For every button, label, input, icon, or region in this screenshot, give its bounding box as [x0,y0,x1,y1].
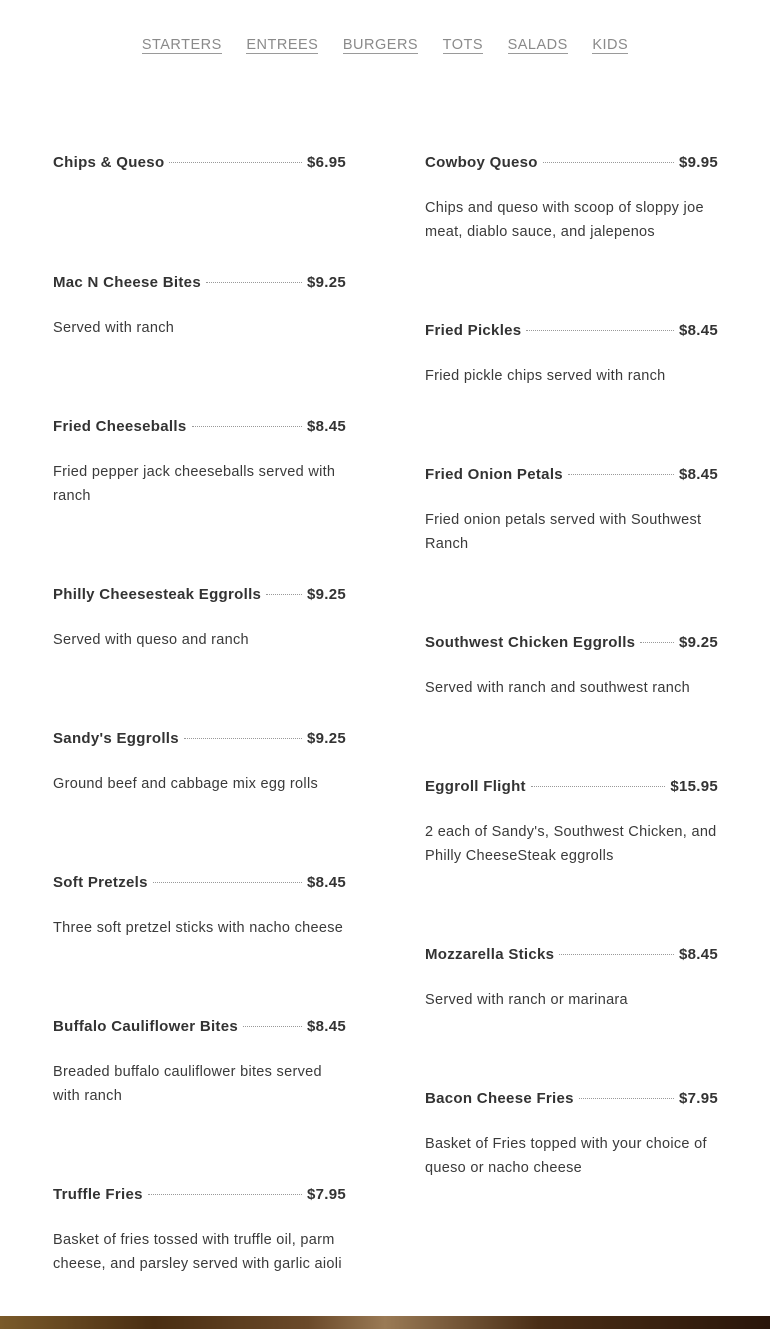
menu-item [425,322,718,388]
menu-item-price: $8.45 [678,322,718,339]
dotted-leader [266,594,302,595]
menu-item-price: $7.95 [306,1186,346,1203]
menu-item-description: Served with ranch and southwest ranch [425,680,690,696]
menu-item-price: $9.25 [306,730,346,747]
menu-item-description: Served with ranch or marinara [425,992,628,1008]
menu-item-name: Fried Pickles [425,322,522,339]
dotted-leader [531,786,665,787]
dotted-leader [243,1026,302,1027]
menu-item [53,874,346,940]
menu-item-name: Mozzarella Sticks [425,946,555,963]
menu-item-header [425,466,718,488]
menu-item-price: $8.45 [678,946,718,963]
menu-item-description: Served with queso and ranch [53,632,249,648]
nav-kids[interactable]: KIDS [592,37,629,53]
dotted-leader [568,474,674,475]
menu-item [425,1090,718,1180]
menu-item-header [53,1186,346,1208]
menu-item [53,274,346,340]
menu-item-description: Basket of Fries topped with your choice of queso or nacho cheese [425,1136,707,1176]
menu-item-header [425,634,718,656]
dotted-leader [206,282,302,283]
menu-item-header [53,154,346,176]
menu-item-header [53,1018,346,1040]
menu-item-name: Fried Cheeseballs [53,418,187,435]
dotted-leader [526,330,674,331]
menu-item-name: Eggroll Flight [425,778,526,795]
nav-salads[interactable]: SALADS [507,37,568,53]
dotted-leader [153,882,302,883]
dotted-leader [543,162,674,163]
menu-item-header [425,322,718,344]
menu-item [425,778,718,868]
menu-item-price: $6.95 [306,154,346,171]
menu-item [53,1018,346,1108]
menu-item-header [53,418,346,440]
menu-item-price: $8.45 [678,466,718,483]
menu-item-description: Fried onion petals served with Southwest Ranch [425,512,702,552]
menu-item-name: Truffle Fries [53,1186,143,1203]
menu-item-name: Fried Onion Petals [425,466,563,483]
menu-item [425,466,718,556]
menu-item [425,946,718,1012]
menu-item-name: Sandy's Eggrolls [53,730,179,747]
menu-item-description: Basket of fries tossed with truffle oil, parm cheese, and parsley served with garlic aioli [53,1232,342,1272]
menu-item [53,418,346,508]
menu-item-description: Chips and queso with scoop of sloppy joe meat, diablo sauce, and jalepenos [425,200,704,240]
menu-item-header [53,586,346,608]
dotted-leader [192,426,302,427]
menu-item-name: Buffalo Cauliflower Bites [53,1018,239,1035]
menu-item-description: Served with ranch [53,320,175,336]
menu-item-name: Cowboy Queso [425,154,538,171]
menu-item-description: Fried pickle chips served with ranch [425,368,666,384]
menu-item [425,154,718,244]
menu-item-header [53,730,346,752]
menu-item-price: $8.45 [306,1018,346,1035]
menu-item-name: Bacon Cheese Fries [425,1090,574,1107]
menu-item-header [425,154,718,176]
menu-item-price: $8.45 [306,874,346,891]
menu-item-price: $15.95 [670,778,718,795]
menu-item-description: Breaded buffalo cauliflower bites served with ranch [53,1064,322,1104]
menu-item [425,634,718,700]
menu-item [53,1186,346,1276]
menu-category-nav [0,37,770,53]
menu-item-price: $8.45 [306,418,346,435]
nav-starters[interactable]: STARTERS [141,37,222,53]
menu-item-price: $7.95 [678,1090,718,1107]
menu-item-header [425,946,718,968]
menu-item-name: Soft Pretzels [53,874,148,891]
menu-item-price: $9.25 [306,586,346,603]
menu-item-header [53,874,346,896]
dotted-leader [184,738,302,739]
nav-entrees[interactable]: ENTREES [246,37,319,53]
menu-item-description: Fried pepper jack cheeseballs served with ranch [53,464,336,504]
menu-item-description: 2 each of Sandy's, Southwest Chicken, and Philly CheeseSteak eggrolls [425,824,717,864]
dotted-leader [148,1194,302,1195]
menu-item [53,730,346,796]
menu-item [53,586,346,652]
menu-item-description: Ground beef and cabbage mix egg rolls [53,776,319,792]
menu-item-name: Chips & Queso [53,154,165,171]
menu-item-header [425,778,718,800]
dotted-leader [579,1098,674,1099]
menu-item-price: $9.25 [678,634,718,651]
dotted-leader [559,954,674,955]
nav-burgers[interactable]: BURGERS [342,37,419,53]
menu-item-price: $9.95 [678,154,718,171]
menu-item [53,154,346,176]
dotted-leader [640,642,674,643]
menu-item-name: Mac N Cheese Bites [53,274,201,291]
menu-item-name: Philly Cheesesteak Eggrolls [53,586,262,603]
menu-item-header [425,1090,718,1112]
menu-item-price: $9.25 [306,274,346,291]
dotted-leader [169,162,302,163]
nav-tots[interactable]: TOTS [442,37,484,53]
menu-item-name: Southwest Chicken Eggrolls [425,634,636,651]
menu-item-header [53,274,346,296]
footer-background-image [0,1316,770,1329]
menu-item-description: Three soft pretzel sticks with nacho cheese [53,920,344,936]
